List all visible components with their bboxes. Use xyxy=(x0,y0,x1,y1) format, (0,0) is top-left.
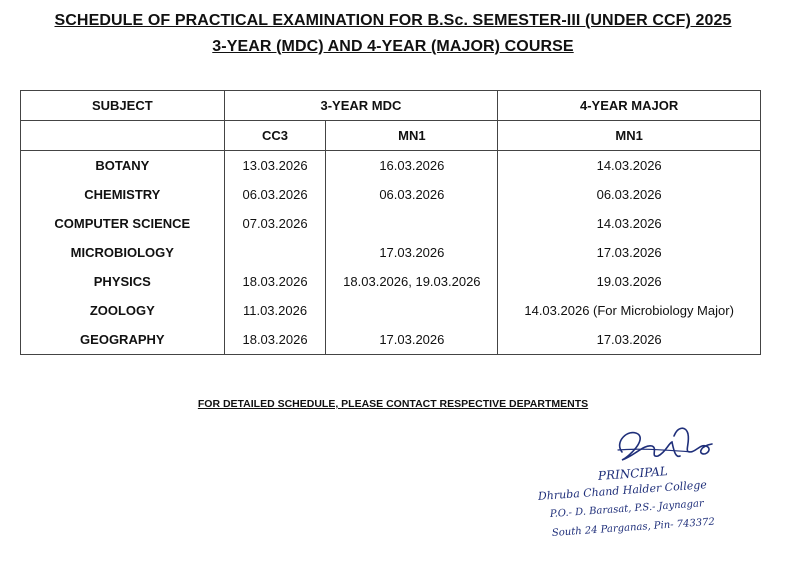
major-mn1-cell: 17.03.2026 xyxy=(498,325,761,355)
major-mn1-cell: 17.03.2026 xyxy=(498,238,761,267)
cc3-cell: 18.03.2026 xyxy=(224,267,326,296)
table-header-row xyxy=(21,91,761,121)
principal-stamp xyxy=(528,422,758,547)
table-subheader-row xyxy=(21,121,761,151)
subheader-cc3: CC3 xyxy=(224,121,326,151)
cc3-cell xyxy=(224,238,326,267)
table-row xyxy=(21,209,761,238)
mdc-mn1-cell: 06.03.2026 xyxy=(326,180,498,209)
cc3-cell: 13.03.2026 xyxy=(224,151,326,181)
mdc-mn1-cell: 17.03.2026 xyxy=(326,238,498,267)
stamp-college: Dhruba Chand Halder College xyxy=(537,478,708,503)
cc3-cell: 07.03.2026 xyxy=(224,209,326,238)
mdc-mn1-cell xyxy=(326,296,498,325)
table-row xyxy=(21,151,761,181)
cc3-cell: 18.03.2026 xyxy=(224,325,326,355)
table-row xyxy=(21,180,761,209)
major-mn1-cell: 19.03.2026 xyxy=(498,267,761,296)
subject-cell: CHEMISTRY xyxy=(21,180,225,209)
subheader-blank xyxy=(21,121,225,151)
major-mn1-cell: 14.03.2026 xyxy=(498,209,761,238)
major-mn1-cell: 14.03.2026 (For Microbiology Major) xyxy=(498,296,761,325)
document-title: SCHEDULE OF PRACTICAL EXAMINATION FOR B.Sc. SEMESTER-III (UNDER CCF) 2025 xyxy=(54,12,732,29)
header-subject: SUBJECT xyxy=(21,91,225,121)
table-row xyxy=(21,296,761,325)
signature-image xyxy=(608,422,718,468)
major-mn1-cell: 14.03.2026 xyxy=(498,151,761,181)
subheader-major-mn1: MN1 xyxy=(498,121,761,151)
table-row xyxy=(21,325,761,355)
subject-cell: PHYSICS xyxy=(21,267,225,296)
document-subtitle: 3-YEAR (MDC) AND 4-YEAR (MAJOR) COURSE xyxy=(212,38,574,55)
stamp-address-2: South 24 Parganas, Pin- 743372 xyxy=(551,516,716,539)
mdc-mn1-cell: 18.03.2026, 19.03.2026 xyxy=(326,267,498,296)
mdc-mn1-cell: 16.03.2026 xyxy=(326,151,498,181)
contact-note: FOR DETAILED SCHEDULE, PLEASE CONTACT RESPECTIVE DEPARTMENTS xyxy=(197,398,589,410)
subject-cell: MICROBIOLOGY xyxy=(21,238,225,267)
table-row xyxy=(21,267,761,296)
header-4-year-major: 4-YEAR MAJOR xyxy=(498,91,761,121)
mdc-mn1-cell xyxy=(326,209,498,238)
mdc-mn1-cell: 17.03.2026 xyxy=(326,325,498,355)
subject-cell: BOTANY xyxy=(21,151,225,181)
schedule-table xyxy=(20,90,761,355)
subheader-mdc-mn1: MN1 xyxy=(326,121,498,151)
table-row xyxy=(21,238,761,267)
subject-cell: GEOGRAPHY xyxy=(21,325,225,355)
subject-cell: COMPUTER SCIENCE xyxy=(21,209,225,238)
cc3-cell: 11.03.2026 xyxy=(224,296,326,325)
header-3-year-mdc: 3-YEAR MDC xyxy=(224,91,498,121)
stamp-title: PRINCIPAL xyxy=(597,464,669,483)
stamp-address-1: P.O.- D. Barasat, P.S.- Jaynagar xyxy=(549,498,705,520)
cc3-cell: 06.03.2026 xyxy=(224,180,326,209)
major-mn1-cell: 06.03.2026 xyxy=(498,180,761,209)
subject-cell: ZOOLOGY xyxy=(21,296,225,325)
